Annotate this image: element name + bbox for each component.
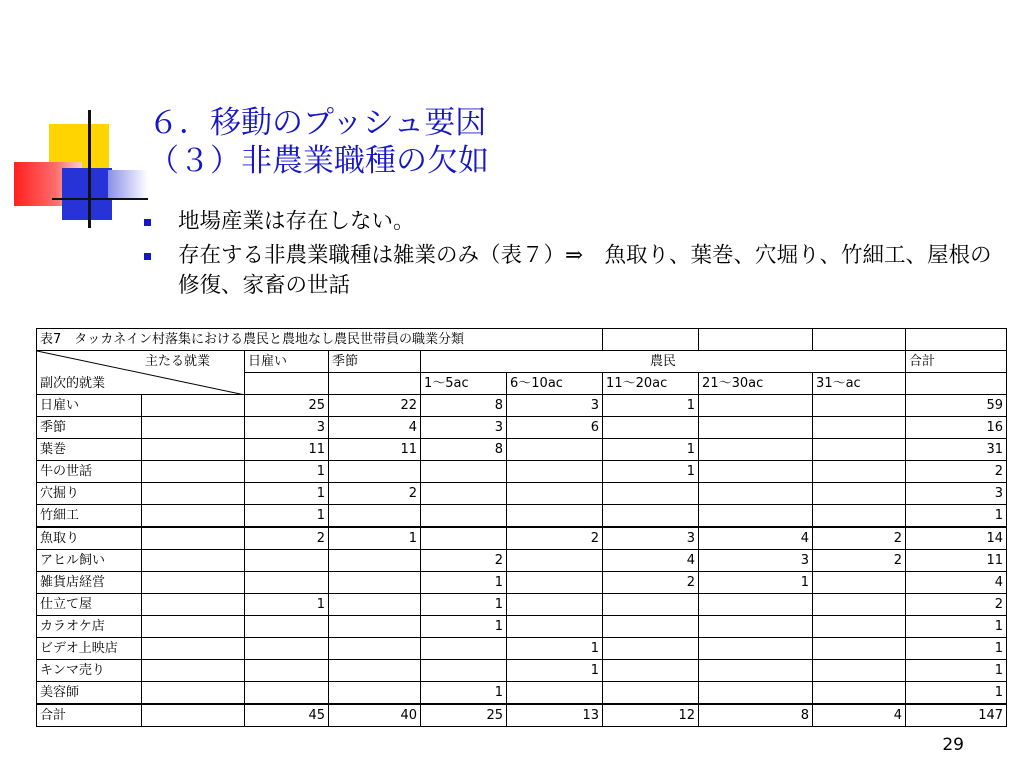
table-cell [507,682,603,705]
table-cell [507,461,603,483]
logo-vertical-line [88,110,91,228]
table-row [37,395,1007,417]
table-cell [245,572,329,594]
table-cell [507,616,603,638]
table-cell: 2 [421,550,507,572]
header-seasonal: 季節 [329,351,421,373]
table-cell: 1 [906,682,1007,705]
table-row [37,660,1007,682]
table-cell [245,660,329,682]
table-cell: 1 [245,483,329,505]
table-cell: 1 [507,660,603,682]
table-cell: 2 [906,594,1007,616]
table-cell [699,616,813,638]
logo-horizontal-line [52,198,148,200]
table-row [37,572,1007,594]
table-cell: 16 [906,417,1007,439]
table-row [37,527,1007,550]
slide-title [148,104,489,180]
row-label: ビデオ上映店 [37,638,142,660]
table-cell: 2 [906,461,1007,483]
title-line-1: ６．移動のプッシュ要因 [148,105,487,141]
table-cell: 4 [813,704,906,727]
table-cell: 11 [245,439,329,461]
slide-logo [0,0,160,240]
table-cell [699,483,813,505]
table-cell: 3 [906,483,1007,505]
table-caption-row [37,329,1007,351]
table-cell [507,483,603,505]
row-label: キンマ売り [37,660,142,682]
table-cell: 1 [421,594,507,616]
table-cell: 8 [421,395,507,417]
row-label: 葉巻 [37,439,142,461]
table-cell [813,417,906,439]
bullet-item [140,241,1000,301]
row-label: 穴掘り [37,483,142,505]
table-row [37,682,1007,705]
table-cell [813,638,906,660]
table-cell [329,616,421,638]
header-main-occupation: 主たる就業 [145,354,211,369]
empty-cell [142,572,245,594]
table-cell: 59 [906,395,1007,417]
empty-cell [142,682,245,705]
empty-cell [142,527,245,550]
row-label: 日雇い [37,395,142,417]
table-cell [603,505,699,528]
table-cell [813,660,906,682]
table-cell [329,660,421,682]
table-cell: 2 [507,527,603,550]
bullet-item [140,207,1000,237]
empty-cell [142,660,245,682]
table-cell [813,505,906,528]
table-row [37,483,1007,505]
header-diagonal-cell [37,351,245,395]
empty-cell [142,505,245,528]
table-cell: 2 [329,483,421,505]
table-cell: 1 [603,461,699,483]
empty-cell [245,373,329,395]
row-label: カラオケ店 [37,616,142,638]
row-label: 美容師 [37,682,142,705]
table-cell: 2 [813,550,906,572]
header-daily: 日雇い [245,351,329,373]
header-farm-size: 21～30ac [699,373,813,395]
table-cell [699,439,813,461]
table-caption: 表7 タッカネイン村落集における農民と農地なし農民世帯員の職業分類 [37,329,603,351]
table-cell [421,483,507,505]
empty-cell [603,329,699,351]
table-cell [699,594,813,616]
empty-cell [813,329,906,351]
page-number: 29 [942,735,964,755]
table-cell [699,505,813,528]
table-cell: 8 [699,704,813,727]
table-cell [603,682,699,705]
table-cell [813,572,906,594]
table-cell [603,616,699,638]
table-cell [329,461,421,483]
table-cell [813,616,906,638]
table-row [37,616,1007,638]
bullet-text: 地場産業は存在しない。 [178,209,415,234]
header-farm-size: 6～10ac [507,373,603,395]
table-cell [507,572,603,594]
table-cell: 1 [421,572,507,594]
table-cell [329,682,421,705]
table-cell [507,505,603,528]
table-cell: 1 [245,505,329,528]
table-cell [699,638,813,660]
logo-blue-glow [108,170,148,200]
table-cell: 2 [813,527,906,550]
table-cell [699,682,813,705]
table-cell: 1 [245,594,329,616]
table-cell: 1 [421,682,507,705]
table-cell [813,395,906,417]
header-secondary-occupation: 副次的就業 [40,376,106,391]
table-cell [421,461,507,483]
table-cell: 13 [507,704,603,727]
table-total-row [37,704,1007,727]
table-cell [329,550,421,572]
table-cell: 22 [329,395,421,417]
table-cell [813,682,906,705]
table-cell: 147 [906,704,1007,727]
table-row [37,594,1007,616]
table-cell: 4 [906,572,1007,594]
table-cell [813,594,906,616]
table-cell: 4 [699,527,813,550]
empty-cell [699,329,813,351]
row-label: 仕立て屋 [37,594,142,616]
empty-cell [142,616,245,638]
empty-cell [142,439,245,461]
table-cell [329,505,421,528]
table-cell: 1 [906,660,1007,682]
table-cell: 1 [699,572,813,594]
logo-blue-block [62,168,112,220]
row-label: 合計 [37,704,142,727]
row-label: アヒル飼い [37,550,142,572]
table-cell [813,439,906,461]
header-farmer: 農民 [421,351,906,373]
row-label: 牛の世話 [37,461,142,483]
header-farm-size: 1～5ac [421,373,507,395]
table-cell [603,660,699,682]
empty-cell [142,638,245,660]
table-cell [603,417,699,439]
table-cell: 3 [603,527,699,550]
table-cell: 1 [603,395,699,417]
table-cell [699,461,813,483]
table-cell [245,616,329,638]
table-cell [603,594,699,616]
empty-cell [142,550,245,572]
empty-cell [142,395,245,417]
table-cell: 3 [421,417,507,439]
table-cell: 1 [245,461,329,483]
header-farm-size: 31～ac [813,373,906,395]
table-cell: 40 [329,704,421,727]
empty-cell [142,704,245,727]
table-cell [507,439,603,461]
table-cell: 4 [603,550,699,572]
table-cell [699,395,813,417]
table-cell: 45 [245,704,329,727]
row-label: 竹細工 [37,505,142,528]
table-cell [245,550,329,572]
table-cell [329,572,421,594]
empty-cell [142,483,245,505]
table-cell: 3 [245,417,329,439]
empty-cell [906,373,1007,395]
table-row [37,505,1007,528]
table-cell: 12 [603,704,699,727]
occupation-table [36,328,1007,727]
title-line-2: （３）非農業職種の欠如 [148,143,489,179]
header-total: 合計 [906,351,1007,373]
table-cell: 1 [421,616,507,638]
table-cell: 11 [906,550,1007,572]
table-cell: 1 [906,505,1007,528]
table-cell [699,417,813,439]
table-cell: 31 [906,439,1007,461]
table-cell: 2 [603,572,699,594]
table-cell [507,550,603,572]
table-row [37,638,1007,660]
table-cell: 2 [245,527,329,550]
header-row-1 [37,351,1007,373]
empty-cell [906,329,1007,351]
table-cell [813,483,906,505]
table-cell [507,594,603,616]
table-cell: 25 [421,704,507,727]
table-cell: 25 [245,395,329,417]
table-cell: 1 [507,638,603,660]
table-cell: 4 [329,417,421,439]
bullet-square-icon [144,253,151,260]
table-cell: 3 [699,550,813,572]
empty-cell [142,594,245,616]
table-cell [421,638,507,660]
table-row [37,550,1007,572]
empty-cell [142,417,245,439]
table-row [37,461,1007,483]
table-row [37,417,1007,439]
table-row [37,439,1007,461]
table-cell [329,594,421,616]
table-cell [421,505,507,528]
table-cell [603,638,699,660]
table-cell [813,461,906,483]
empty-cell [142,461,245,483]
table-cell [421,527,507,550]
row-label: 雑貨店経営 [37,572,142,594]
table-cell: 14 [906,527,1007,550]
table-cell: 6 [507,417,603,439]
row-label: 季節 [37,417,142,439]
table-cell [329,638,421,660]
table-cell: 1 [906,616,1007,638]
table-cell: 11 [329,439,421,461]
table-cell [699,660,813,682]
table-cell: 1 [603,439,699,461]
table-cell: 8 [421,439,507,461]
table-cell: 1 [906,638,1007,660]
bullet-square-icon [144,219,151,226]
bullet-list [140,207,1000,305]
table-cell [421,660,507,682]
bullet-text: 存在する非農業職種は雑業のみ（表７）⇒ 魚取り、葉巻、穴堀り、竹細工、屋根の修復、家畜の世話 [178,243,992,298]
empty-cell [329,373,421,395]
table-cell: 3 [507,395,603,417]
table-cell [245,638,329,660]
table-cell [245,682,329,705]
row-label: 魚取り [37,527,142,550]
table-cell: 1 [329,527,421,550]
table-cell [603,483,699,505]
header-farm-size: 11～20ac [603,373,699,395]
